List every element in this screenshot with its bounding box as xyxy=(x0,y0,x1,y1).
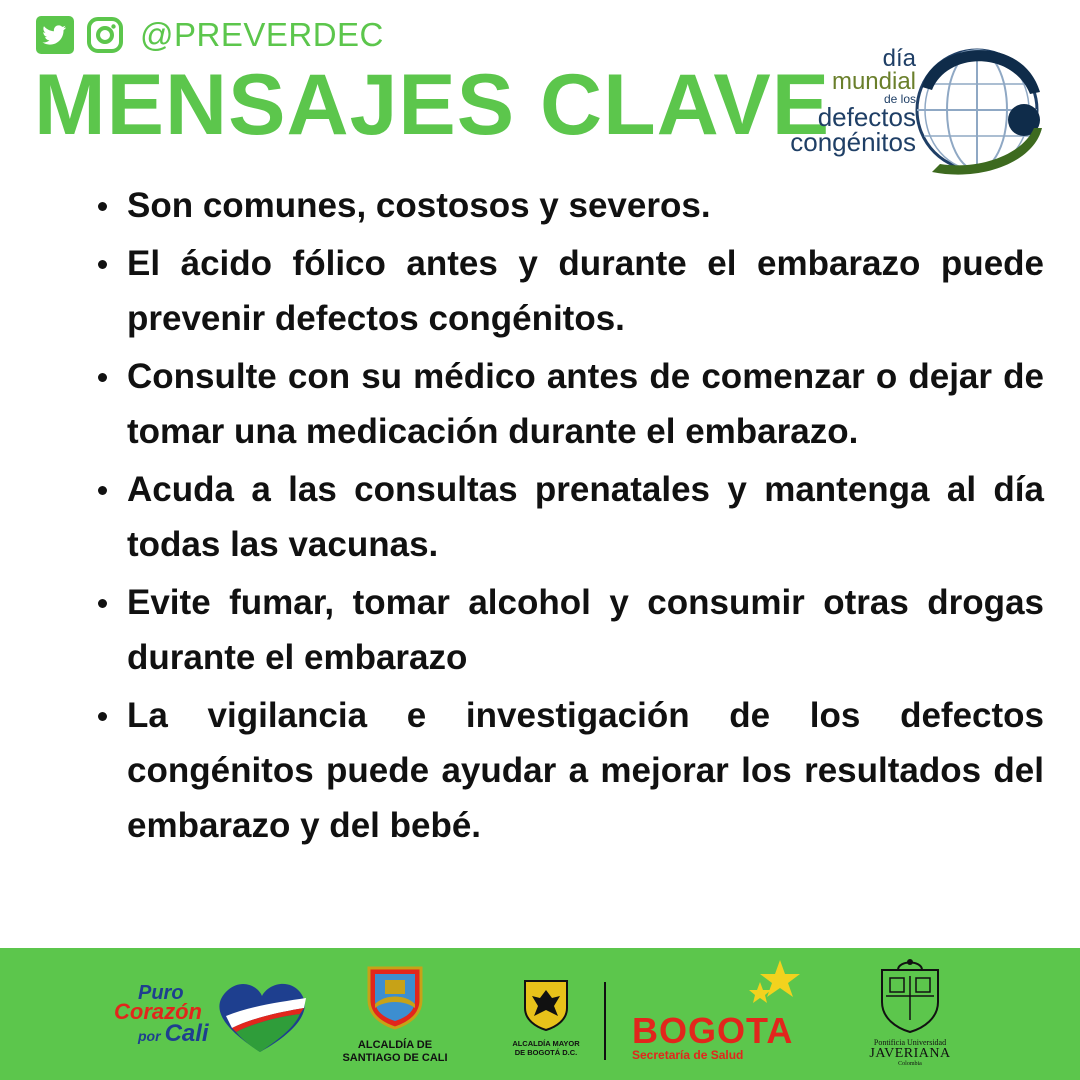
social-row xyxy=(36,14,384,56)
page-title: MENSAJES CLAVE xyxy=(34,57,831,153)
bogota-shield-icon xyxy=(522,978,570,1032)
instagram-icon[interactable] xyxy=(86,16,124,54)
list-item: Son comunes, costosos y severos. xyxy=(96,178,1044,233)
logo-line-defectos: defectos xyxy=(817,101,916,132)
bogota-mayor-caption xyxy=(500,1040,592,1057)
javeriana-caption-1: Pontificia Universidad xyxy=(873,1038,947,1047)
logo-line-mundial: mundial xyxy=(831,67,916,95)
list-item: La vigilancia e investigación de los defectos congénitos puede ayudar a mejorar los resultados del embarazo y del bebé. xyxy=(96,688,1044,853)
puro-line-2: Corazón xyxy=(114,999,202,1025)
javeriana-caption-3: Colombia xyxy=(898,1061,922,1067)
alcaldia-cali-logo xyxy=(330,964,460,1074)
key-messages-list xyxy=(96,178,1044,856)
javeriana-logo xyxy=(860,956,960,1072)
javeriana-caption-2: JAVERIANA xyxy=(869,1046,951,1061)
puro-line-3: por xyxy=(138,1027,161,1044)
sponsor-footer xyxy=(0,948,1080,1080)
bogota-mayor-line-2: DE BOGOTÁ D.C. xyxy=(514,1047,578,1057)
puro-corazon-por-cali-logo xyxy=(110,976,310,1056)
cali-caption-line-1: ALCALDÍA DE xyxy=(357,1039,433,1051)
alcaldia-bogota-logo xyxy=(500,978,592,1068)
world-birth-defects-day-logo xyxy=(772,32,1048,182)
bogota-subtitle: Secretaría de Salud xyxy=(632,1048,744,1062)
twitter-icon[interactable] xyxy=(36,16,74,54)
list-item: Acuda a las consultas prenatales y mantenga al día todas las vacunas. xyxy=(96,462,1044,572)
cali-caption xyxy=(330,1039,460,1064)
puro-line-1: Puro xyxy=(138,982,184,1004)
list-item: Consulte con su médico antes de comenzar o dejar de tomar una medicación durante el embarazo. xyxy=(96,349,1044,459)
list-item: Evite fumar, tomar alcohol y consumir otras drogas durante el embarazo xyxy=(96,575,1044,685)
bogota-secretaria-logo xyxy=(628,958,818,1068)
logo-divider xyxy=(604,982,606,1060)
cali-shield-icon xyxy=(365,964,425,1030)
logo-line-dia: día xyxy=(882,45,916,72)
puro-corazon-wordmark xyxy=(114,984,209,1045)
social-handle[interactable]: @PREVERDEC xyxy=(140,16,384,53)
bogota-wordmark: BOGOTA xyxy=(632,1010,794,1051)
logo-line-congenitos: congénitos xyxy=(790,126,916,157)
list-item: El ácido fólico antes y durante el embarazo puede prevenir defectos congénitos. xyxy=(96,236,1044,346)
cali-caption-line-2: SANTIAGO DE CALI xyxy=(342,1051,448,1064)
puro-line-4: Cali xyxy=(164,1019,209,1047)
logo-line-de-los: de los xyxy=(883,91,916,106)
bogota-mayor-line-1: ALCALDÍA MAYOR xyxy=(512,1039,580,1048)
javeriana-crest-icon xyxy=(874,956,946,1034)
logo-wordmark xyxy=(790,45,916,157)
